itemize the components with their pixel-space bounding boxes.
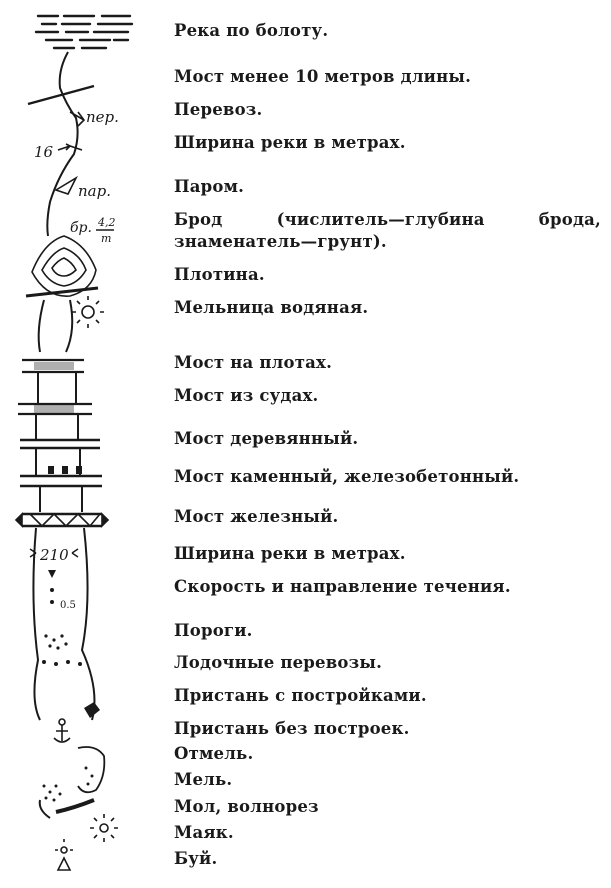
width-arrow-icon — [58, 144, 82, 150]
legend-item: Мельница водяная. — [174, 298, 369, 317]
legend-item: Буй. — [174, 849, 218, 868]
river-symbols-illustration — [0, 0, 160, 888]
dam-reservoir-symbol — [26, 236, 98, 296]
ford-soil-label: т — [101, 232, 112, 245]
ford-label: бр. — [70, 220, 92, 236]
legend-item: Пристань без построек. — [174, 719, 410, 738]
current-direction-symbol — [48, 570, 76, 620]
width-label-bottom: 210 — [40, 546, 69, 564]
legend-item: Мост каменный, железобетонный. — [174, 467, 520, 486]
river-bank-pair — [40, 486, 82, 512]
river-mid-banks — [39, 300, 73, 352]
river-bottom-bank — [40, 800, 50, 818]
legend-item: Брод (числитель—глубина брода, знаменатель—грунт). — [174, 210, 601, 251]
stone-bridge-symbol — [20, 466, 102, 486]
legend-item: Плотина. — [174, 265, 265, 284]
legend-item: Перевоз. — [174, 100, 263, 119]
ford-depth-label: 4,2 — [98, 216, 116, 229]
shoal-symbol — [78, 747, 104, 792]
legend-item: Мост железный. — [174, 507, 339, 526]
water-mill-icon — [72, 296, 104, 328]
rapids-symbol — [44, 634, 67, 649]
breakwater-symbol — [56, 800, 94, 812]
legend-item: Пристань с постройками. — [174, 686, 427, 705]
river-bank-pair — [38, 372, 76, 404]
legend-item: Отмель. — [174, 744, 254, 763]
legend-item: Маяк. — [174, 823, 234, 842]
legend-item: Мель. — [174, 770, 233, 789]
lighthouse-icon — [90, 814, 118, 842]
river-bank-pair — [36, 448, 80, 476]
ferry-label: пар. — [78, 182, 111, 200]
shallow-dots-symbol — [43, 767, 94, 802]
legend-item: Ширина реки в метрах. — [174, 544, 406, 563]
wooden-bridge-symbol — [20, 440, 100, 448]
legend-list — [174, 0, 601, 888]
iron-bridge-symbol — [16, 514, 108, 526]
width-label-top: 16 — [34, 143, 54, 161]
anchor-icon — [54, 719, 70, 742]
boat-bridge-symbol — [18, 404, 92, 414]
river-bank-pair — [36, 414, 78, 440]
boat-crossing-symbol — [42, 660, 82, 666]
swamp-symbol — [36, 16, 132, 48]
legend-item: Мост из судах. — [174, 386, 319, 405]
svg-text:0.5: 0.5 — [60, 600, 76, 611]
legend-item: Скорость и направление течения. — [174, 577, 511, 596]
legend-item: Река по болоту. — [174, 21, 329, 40]
legend-item: Лодочные перевозы. — [174, 653, 383, 672]
legend-item: Пороги. — [174, 621, 253, 640]
pier-with-buildings-icon — [84, 702, 100, 718]
legend-item: Ширина реки в метрах. — [174, 133, 406, 152]
buoy-icon — [55, 839, 73, 870]
crossing-label: пер. — [86, 108, 119, 126]
legend-item: Мост менее 10 метров длины. — [174, 67, 472, 86]
legend-item: Мол, волнорез — [174, 797, 319, 816]
raft-bridge-symbol — [22, 360, 84, 372]
legend-item: Мост на плотах. — [174, 353, 333, 372]
legend-item: Мост деревянный. — [174, 429, 359, 448]
legend-item: Паром. — [174, 177, 245, 196]
